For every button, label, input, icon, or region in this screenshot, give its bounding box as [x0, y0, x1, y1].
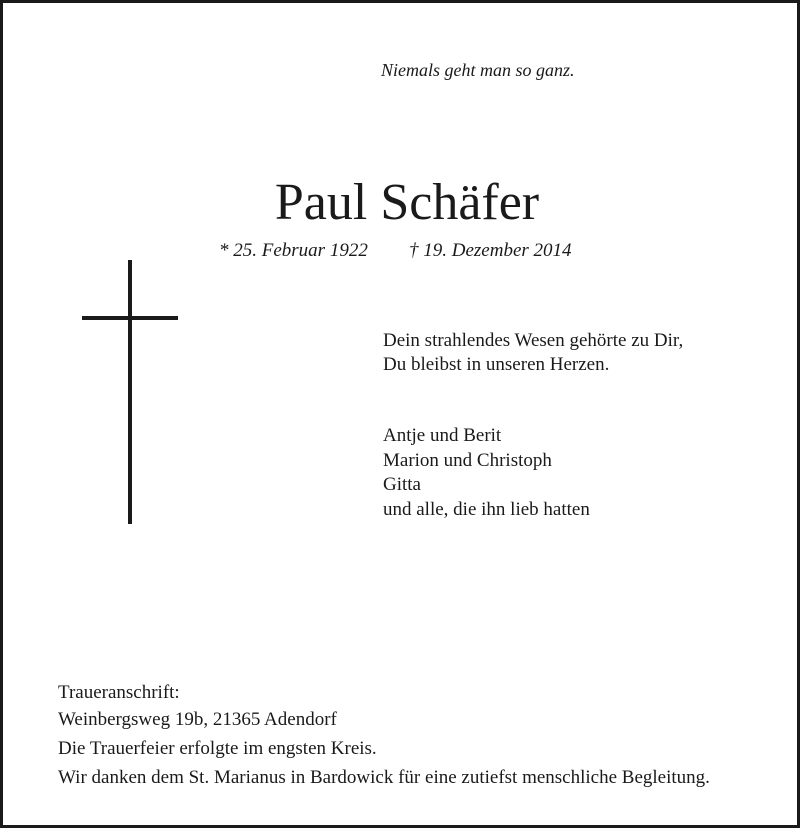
birth-date: * 25. Februar 1922: [219, 240, 368, 261]
thanks-note: Wir danken dem St. Marianus in Bardowick für eine zutiefst menschliche Begleitung.: [58, 767, 710, 788]
deceased-name: Paul Schäfer: [274, 174, 540, 231]
verse-line: Du bleibst in unseren Herzen.: [383, 354, 610, 375]
address-label: Traueranschrift:: [58, 682, 180, 703]
mourning-address: Weinbergsweg 19b, 21365 Adendorf: [58, 709, 337, 730]
motto: Niemals geht man so ganz.: [381, 60, 575, 80]
death-date: † 19. Dezember 2014: [409, 240, 572, 261]
mourner: Gitta: [383, 474, 421, 495]
verse-line: Dein strahlendes Wesen gehörte zu Dir,: [383, 330, 684, 351]
cross-horizontal-bar: [82, 316, 178, 320]
memorial-verse: [383, 329, 683, 377]
mourners-list: [383, 424, 590, 522]
mourner: Marion und Christoph: [383, 449, 552, 471]
mourner: Antje und Berit: [383, 425, 502, 446]
ceremony-note: Die Trauerfeier erfolgte im engsten Kreis.: [58, 738, 377, 759]
footer-info: [58, 679, 710, 791]
cross-vertical-bar: [128, 260, 132, 524]
mourner: und alle, die ihn lieb hatten: [383, 498, 590, 520]
